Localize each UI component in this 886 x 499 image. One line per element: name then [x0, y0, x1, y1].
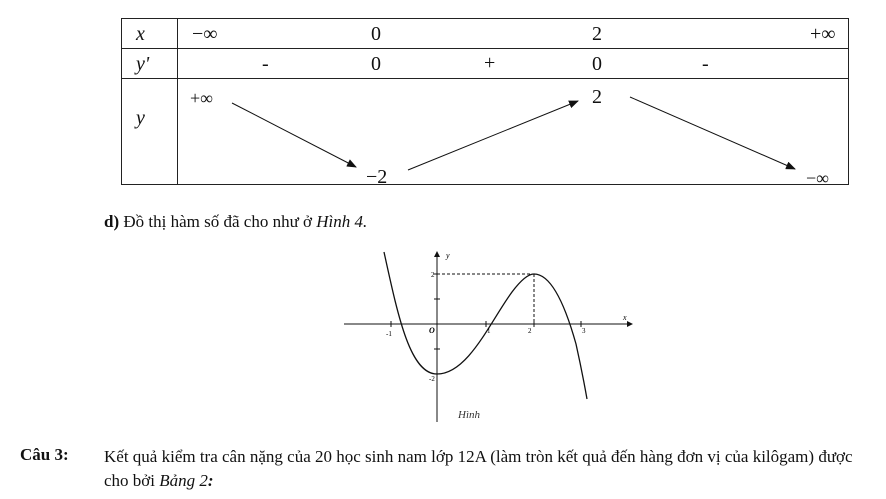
yprime-sign-3: -	[702, 53, 709, 75]
x-value-pos-inf: +∞	[810, 23, 836, 45]
item-d	[104, 212, 367, 232]
y-value-max: 2	[592, 86, 602, 108]
figure-ref: Hình 4.	[316, 212, 368, 231]
tick-label-y-bottom: -2	[429, 375, 435, 383]
row-label-x: x	[136, 23, 145, 45]
question-text	[104, 445, 874, 493]
y-value-start: +∞	[190, 88, 213, 108]
arrow-decreasing-2	[630, 97, 795, 169]
yprime-zero-1: 0	[371, 53, 381, 75]
tick-label-x-3: 3	[582, 327, 586, 335]
variation-table	[121, 18, 849, 188]
tick-label-x-neg1: -1	[386, 330, 392, 338]
item-d-text: Đồ thị hàm số đã cho như ở	[119, 212, 317, 231]
item-d-label: d)	[104, 212, 120, 231]
axis-label-x: x	[623, 313, 627, 322]
question-body: Kết quả kiểm tra cân nặng của 20 học sinh nam lớp 12A (làm tròn kết quả đến hàng đơn vị của kilôgam) được cho bởi	[104, 447, 853, 490]
x-value-0: 0	[371, 23, 381, 45]
variation-arrows	[122, 19, 848, 184]
question-colon: :	[207, 471, 214, 490]
x-value-neg-inf: −∞	[192, 23, 218, 45]
tick-label-x-1: 1	[487, 327, 491, 335]
arrow-decreasing-1	[232, 103, 356, 167]
graph-svg	[340, 246, 640, 424]
question-label: Câu 3:	[20, 445, 69, 464]
arrow-increasing	[408, 101, 578, 170]
yprime-sign-2: +	[484, 52, 496, 74]
table-ref: Bảng 2	[159, 471, 208, 490]
tick-label-x-2: 2	[528, 327, 532, 335]
figure-caption: Hình	[458, 409, 480, 421]
origin-label: O	[429, 326, 435, 335]
row-label-y: y	[136, 107, 145, 129]
tick-label-y-top: 2	[431, 271, 435, 279]
yprime-sign-1: -	[262, 53, 269, 75]
row-label-yprime: y'	[136, 53, 150, 75]
y-value-end: −∞	[806, 168, 829, 188]
axis-label-y: y	[446, 251, 450, 260]
x-value-2: 2	[592, 23, 602, 45]
function-graph	[340, 246, 640, 424]
y-value-min: −2	[366, 166, 388, 188]
yprime-zero-2: 0	[592, 53, 602, 75]
